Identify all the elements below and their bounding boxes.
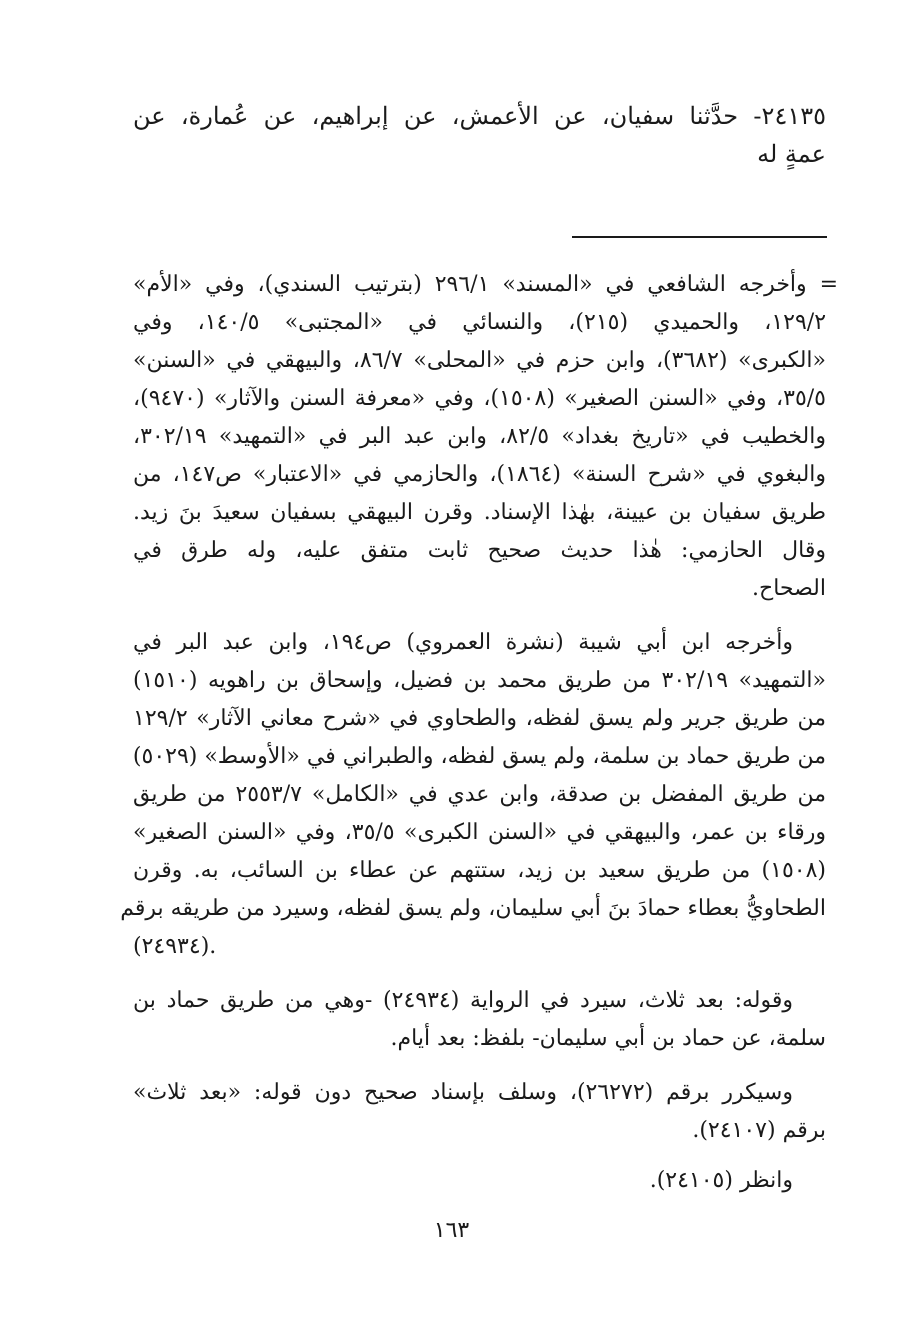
footnote-line: = وأخرجه الشافعي في «المسند» ٢٩٦/١ (بترتيب السندي)، وفي «الأم» (133, 272, 839, 297)
footnote-line: برقم (٢٤١٠٧). (692, 1118, 826, 1143)
footnote-line: طريق سفيان بن عيينة، بهٰذا الإسناد. وقرن البيهقي بسفيان سعيدَ بنَ زيد. (133, 500, 826, 525)
hadith-line: ٢٤١٣٥- حدَّثنا سفيان، عن الأعمش، عن إبراهيم، عن عُمارة، عن (133, 102, 826, 130)
footnote-line: الطحاويُّ بعطاء حمادَ بنَ أبي سليمان، ولم يسق لفظه، وسيرد من طريقه برقم (120, 896, 826, 921)
footnote-line: سلمة، عن حماد بن أبي سليمان- بلفظ: بعد أيام. (390, 1026, 826, 1051)
footnote-line: ١٢٩/٢، والحميدي (٢١٥)، والنسائي في «المجتبى» ١٤٠/٥، وفي (133, 310, 827, 335)
footnote-line: من طريق حماد بن سلمة، ولم يسق لفظه، والطبراني في «الأوسط» (٥٠٢٩) (132, 744, 826, 769)
footnote-line: وانظر (٢٤١٠٥). (649, 1168, 793, 1193)
footnote-line: «التمهيد» ٣٠٢/١٩ من طريق محمد بن فضيل، وإسحاق بن راهويه (١٥١٠) (133, 668, 826, 693)
footnote-line: وأخرجه ابن أبي شيبة (نشرة العمروي) ص١٩٤، وابن عبد البر في (133, 630, 793, 655)
footnote-line: والبغوي في «شرح السنة» (١٨٦٤)، والحازمي في «الاعتبار» ص١٤٧، من (133, 462, 827, 487)
footnote-line: ورقاء بن عمر، والبيهقي في «السنن الكبرى» ٣٥/٥، وفي «السنن الصغير» (133, 820, 826, 845)
footnote-line: وقوله: بعد ثلاث، سيرد في الرواية (٢٤٩٣٤) -وهي من طريق حماد بن (133, 988, 793, 1013)
footnote-line: (١٥٠٨) من طريق سعيد بن زيد، ستتهم عن عطاء بن السائب، به. وقرن (133, 858, 826, 883)
footnote-line: ٣٥/٥، وفي «السنن الصغير» (١٥٠٨)، وفي «معرفة السنن والآثار» (٩٤٧٠)، (133, 386, 826, 411)
footnote-line: الصحاح. (752, 576, 826, 601)
footnote-line: وقال الحازمي: هٰذا حديث صحيح ثابت متفق عليه، وله طرق في (133, 538, 826, 563)
page-number: ١٦٣ (433, 1218, 470, 1243)
footnote-separator (572, 236, 827, 238)
footnote-line: من طريق المفضل بن صدقة، وابن عدي في «الكامل» ٢٥٥٣/٧ من طريق (133, 782, 826, 807)
footnote-line: والخطيب في «تاريخ بغداد» ٨٢/٥، وابن عبد البر في «التمهيد» ٣٠٢/١٩، (133, 424, 826, 449)
footnote-line: وسيكرر برقم (٢٦٢٧٢)، وسلف بإسناد صحيح دون قوله: «بعد ثلاث» (133, 1080, 793, 1105)
footnote-line: (٢٤٩٣٤). (133, 934, 217, 959)
footnote-line: من طريق جرير ولم يسق لفظه، والطحاوي في «شرح معاني الآثار» ١٢٩/٢ (133, 706, 826, 731)
footnote-line: «الكبرى» (٣٦٨٢)، وابن حزم في «المحلى» ٨٦/٧، والبيهقي في «السنن» (133, 348, 826, 373)
hadith-line: عمةٍ له (757, 140, 826, 168)
